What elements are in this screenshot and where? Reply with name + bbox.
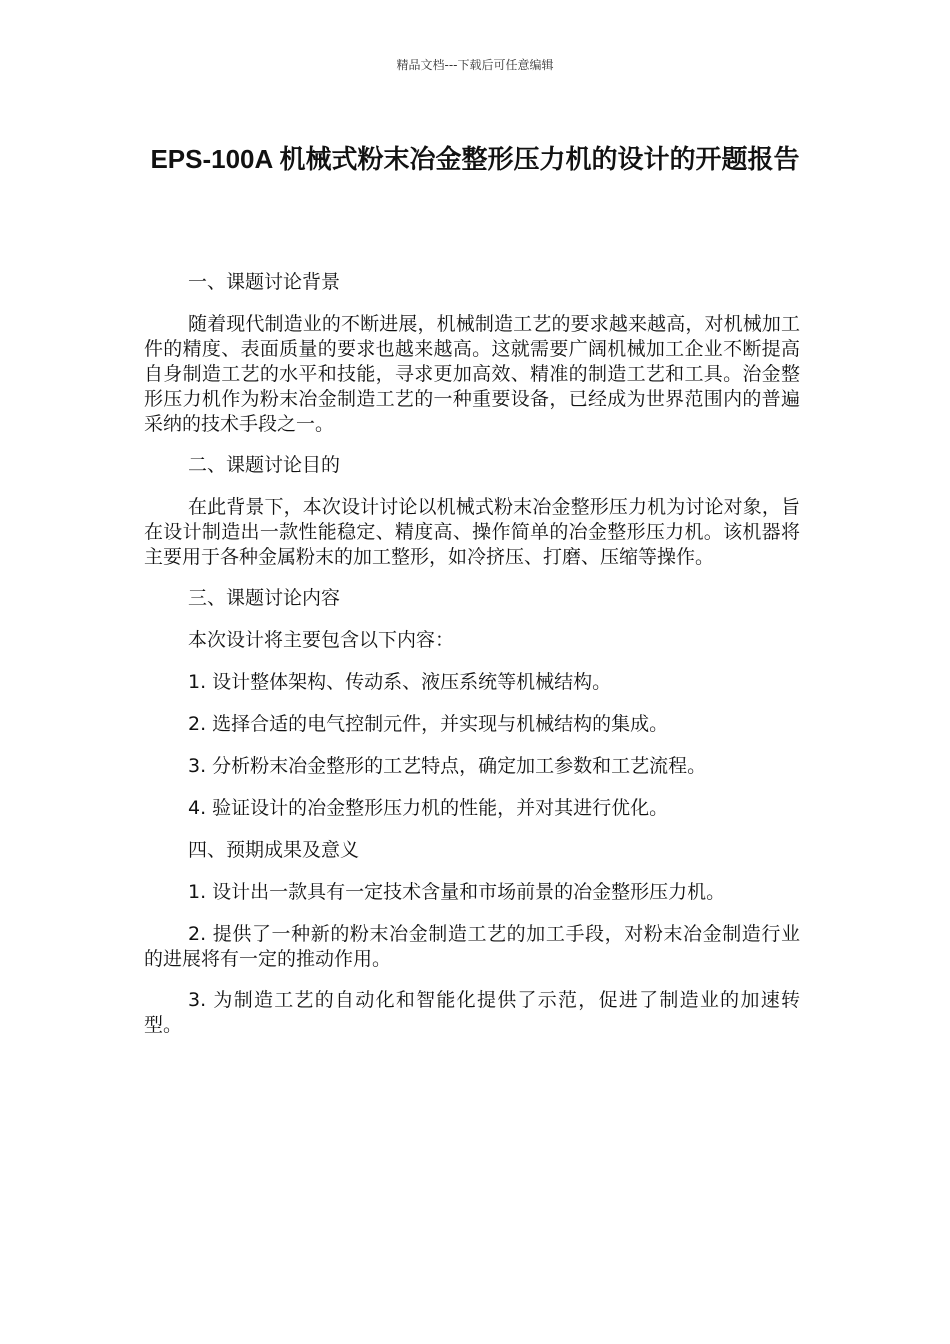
list-item: 1. 设计出一款具有一定技术含量和市场前景的冶金整形压力机。	[188, 881, 726, 903]
paragraph-purpose: 在此背景下，本次设计讨论以机械式粉末冶金整形压力机为讨论对象，旨在设计制造出一款性能稳定、精度高、操作简单的冶金整形压力机。该机器将主要用于各种金属粉末的加工整形，如冷挤压、打磨、压缩等操作。	[144, 496, 800, 568]
section-heading-background: 一、课题讨论背景	[188, 271, 341, 293]
section-heading-purpose: 二、课题讨论目的	[188, 454, 341, 476]
list-item: 2. 提供了一种新的粉末冶金制造工艺的加工手段，对粉末冶金制造行业的进展将有一定的推动作用。	[144, 923, 800, 970]
list-item: 3. 为制造工艺的自动化和智能化提供了示范，促进了制造业的加速转型。	[144, 989, 800, 1036]
paragraph-content-intro: 本次设计将主要包含以下内容：	[188, 629, 455, 651]
paragraph-background: 随着现代制造业的不断进展，机械制造工艺的要求越来越高，对机械加工件的精度、表面质量的要求也越来越高。这就需要广阔机械加工企业不断提高自身制造工艺的水平和技能，寻求更加高效、精准的制造工艺和工具。治金整形压力机作为粉末冶金制造工艺的一种重要设备，已经成为世界范围内的普遍采纳的技术手段之一。	[144, 313, 800, 435]
document-title: EPS-100A 机械式粉末冶金整形压力机的设计的开题报告	[150, 144, 800, 174]
list-item: 1. 设计整体架构、传动系、液压系统等机械结构。	[188, 671, 612, 693]
section-heading-outcomes: 四、预期成果及意义	[188, 839, 360, 861]
list-item: 3. 分析粉末冶金整形的工艺特点，确定加工参数和工艺流程。	[188, 755, 707, 777]
list-item: 2. 选择合适的电气控制元件，并实现与机械结构的集成。	[188, 713, 669, 735]
list-item: 4. 验证设计的冶金整形压力机的性能，并对其进行优化。	[188, 797, 669, 819]
section-heading-content: 三、课题讨论内容	[188, 587, 341, 609]
document-body	[144, 270, 800, 1054]
header-note: 精品文档---下载后可任意编辑	[396, 58, 554, 72]
